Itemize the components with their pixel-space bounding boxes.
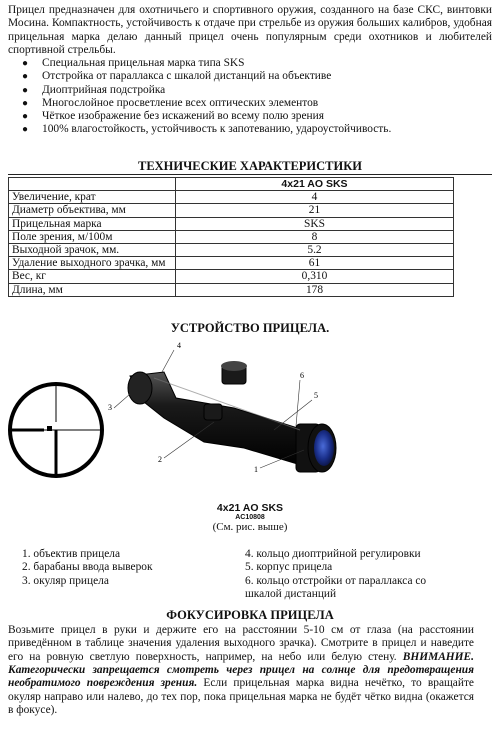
- scope-diagram: [4, 338, 344, 498]
- intro-text: Прицел предназначен для охотничьего и спортивного оружия, созданного на базе СКС, винтовки Мосина. Компактность, устойчивость к отдаче при стрельбе из оружия больших калибров, удобная прицельная марка делаю данный прицел очень популярным среди охотников и любителей спортивной стрельбы.: [8, 4, 492, 57]
- features-list: [22, 57, 482, 137]
- focus-title: ФОКУСИРОВКА ПРИЦЕЛА: [166, 608, 334, 622]
- list-item: ● Специальная прицельная марка типа SKS: [22, 57, 245, 69]
- bullet-icon: ●: [22, 111, 29, 123]
- warning-text: Категорически запрещается смотреть через прицел на солнце для предотвращения необратимого повреждения зрения.: [8, 664, 474, 690]
- focus-text-2: Если прицельная марка видна нечётко, то вращайте окуляр направо или налево, до тех пор, пока прицельная марка не будёт чётко видна (окажется в фокусе).: [8, 677, 474, 717]
- table-row: Вес, кг 0,310: [9, 270, 454, 283]
- table-cell: [9, 178, 176, 191]
- callout-6: 6: [300, 371, 304, 380]
- bullet-icon: ●: [22, 71, 29, 83]
- table-row: Поле зрения, м/100м 8: [9, 230, 454, 243]
- focus-paragraph: [8, 624, 474, 717]
- bullet-icon: ●: [22, 84, 29, 96]
- list-item: ● Отстройка от параллакса с шкалой дистанций на объективе: [22, 70, 332, 83]
- callout-1: 1: [254, 465, 258, 474]
- table-row: Увеличение, крат 4: [9, 191, 454, 204]
- divider: [8, 174, 492, 175]
- callout-4: 4: [177, 341, 181, 350]
- list-item: 4. кольцо диоптрийной регулировки: [245, 548, 421, 560]
- bullet-icon: ●: [22, 124, 29, 136]
- table-row: Диаметр объектива, мм 21: [9, 204, 454, 217]
- focus-text: Возьмите прицел в руки и держите его на расстоянии 5-10 см от глаза (на расстоянии приведённом в таблице значения удаления выходного зрачка). Смотрите в прицел и наведите его на ровную светлую поверхность, например, на небо или белую стену.: [8, 624, 474, 663]
- parts-column-right: [245, 548, 465, 600]
- device-title: УСТРОЙСТВО ПРИЦЕЛА.: [170, 321, 330, 335]
- list-item: ● 100% влагостойкость, устойчивость к запотеванию, удароустойчивость.: [22, 123, 392, 136]
- table-row: Длина, мм 178: [9, 283, 454, 296]
- callout-2: 2: [158, 455, 162, 464]
- tech-specs-title: ТЕХНИЧЕСКИЕ ХАРАКТЕРИСТИКИ: [137, 159, 363, 173]
- table-header-row: [9, 178, 454, 191]
- list-item: ● Диоптрийная подстройка: [22, 83, 166, 96]
- list-item: 1. объектив прицела: [22, 548, 121, 560]
- table-row: Прицельная марка SKS: [9, 217, 454, 230]
- list-item: 2. барабаны ввода выверок: [22, 561, 153, 574]
- reticle-icon: [10, 384, 102, 476]
- list-item: 3. окуляр прицела: [22, 574, 109, 587]
- model-name: 4x21 AO SKS: [216, 502, 284, 514]
- table-header-model: 4x21 AO SKS: [176, 178, 454, 191]
- bullet-icon: ●: [22, 58, 29, 69]
- intro-paragraph: [8, 4, 492, 58]
- parts-column-left: [22, 548, 222, 588]
- callout-5: 5: [314, 391, 318, 400]
- list-item: ● Многослойное просветление всех оптических элементов: [22, 96, 319, 109]
- warning-label: ВНИМАНИЕ.: [402, 650, 474, 663]
- bullet-icon: ●: [22, 97, 29, 109]
- list-item: 5. корпус прицела: [245, 561, 333, 574]
- list-item: ● Чёткое изображение без искажений во всему полю зрения: [22, 110, 324, 123]
- callout-3: 3: [108, 403, 112, 412]
- model-note: (См. рис. выше): [212, 521, 288, 533]
- model-code: AC10808: [235, 514, 265, 521]
- specs-table: [8, 177, 454, 297]
- table-row: Удаление выходного зрачка, мм 61: [9, 257, 454, 270]
- list-item: 6. кольцо отстройки от параллакса со шкалой дистанций: [245, 574, 427, 600]
- table-row: Выходной зрачок, мм. 5.2: [9, 244, 454, 257]
